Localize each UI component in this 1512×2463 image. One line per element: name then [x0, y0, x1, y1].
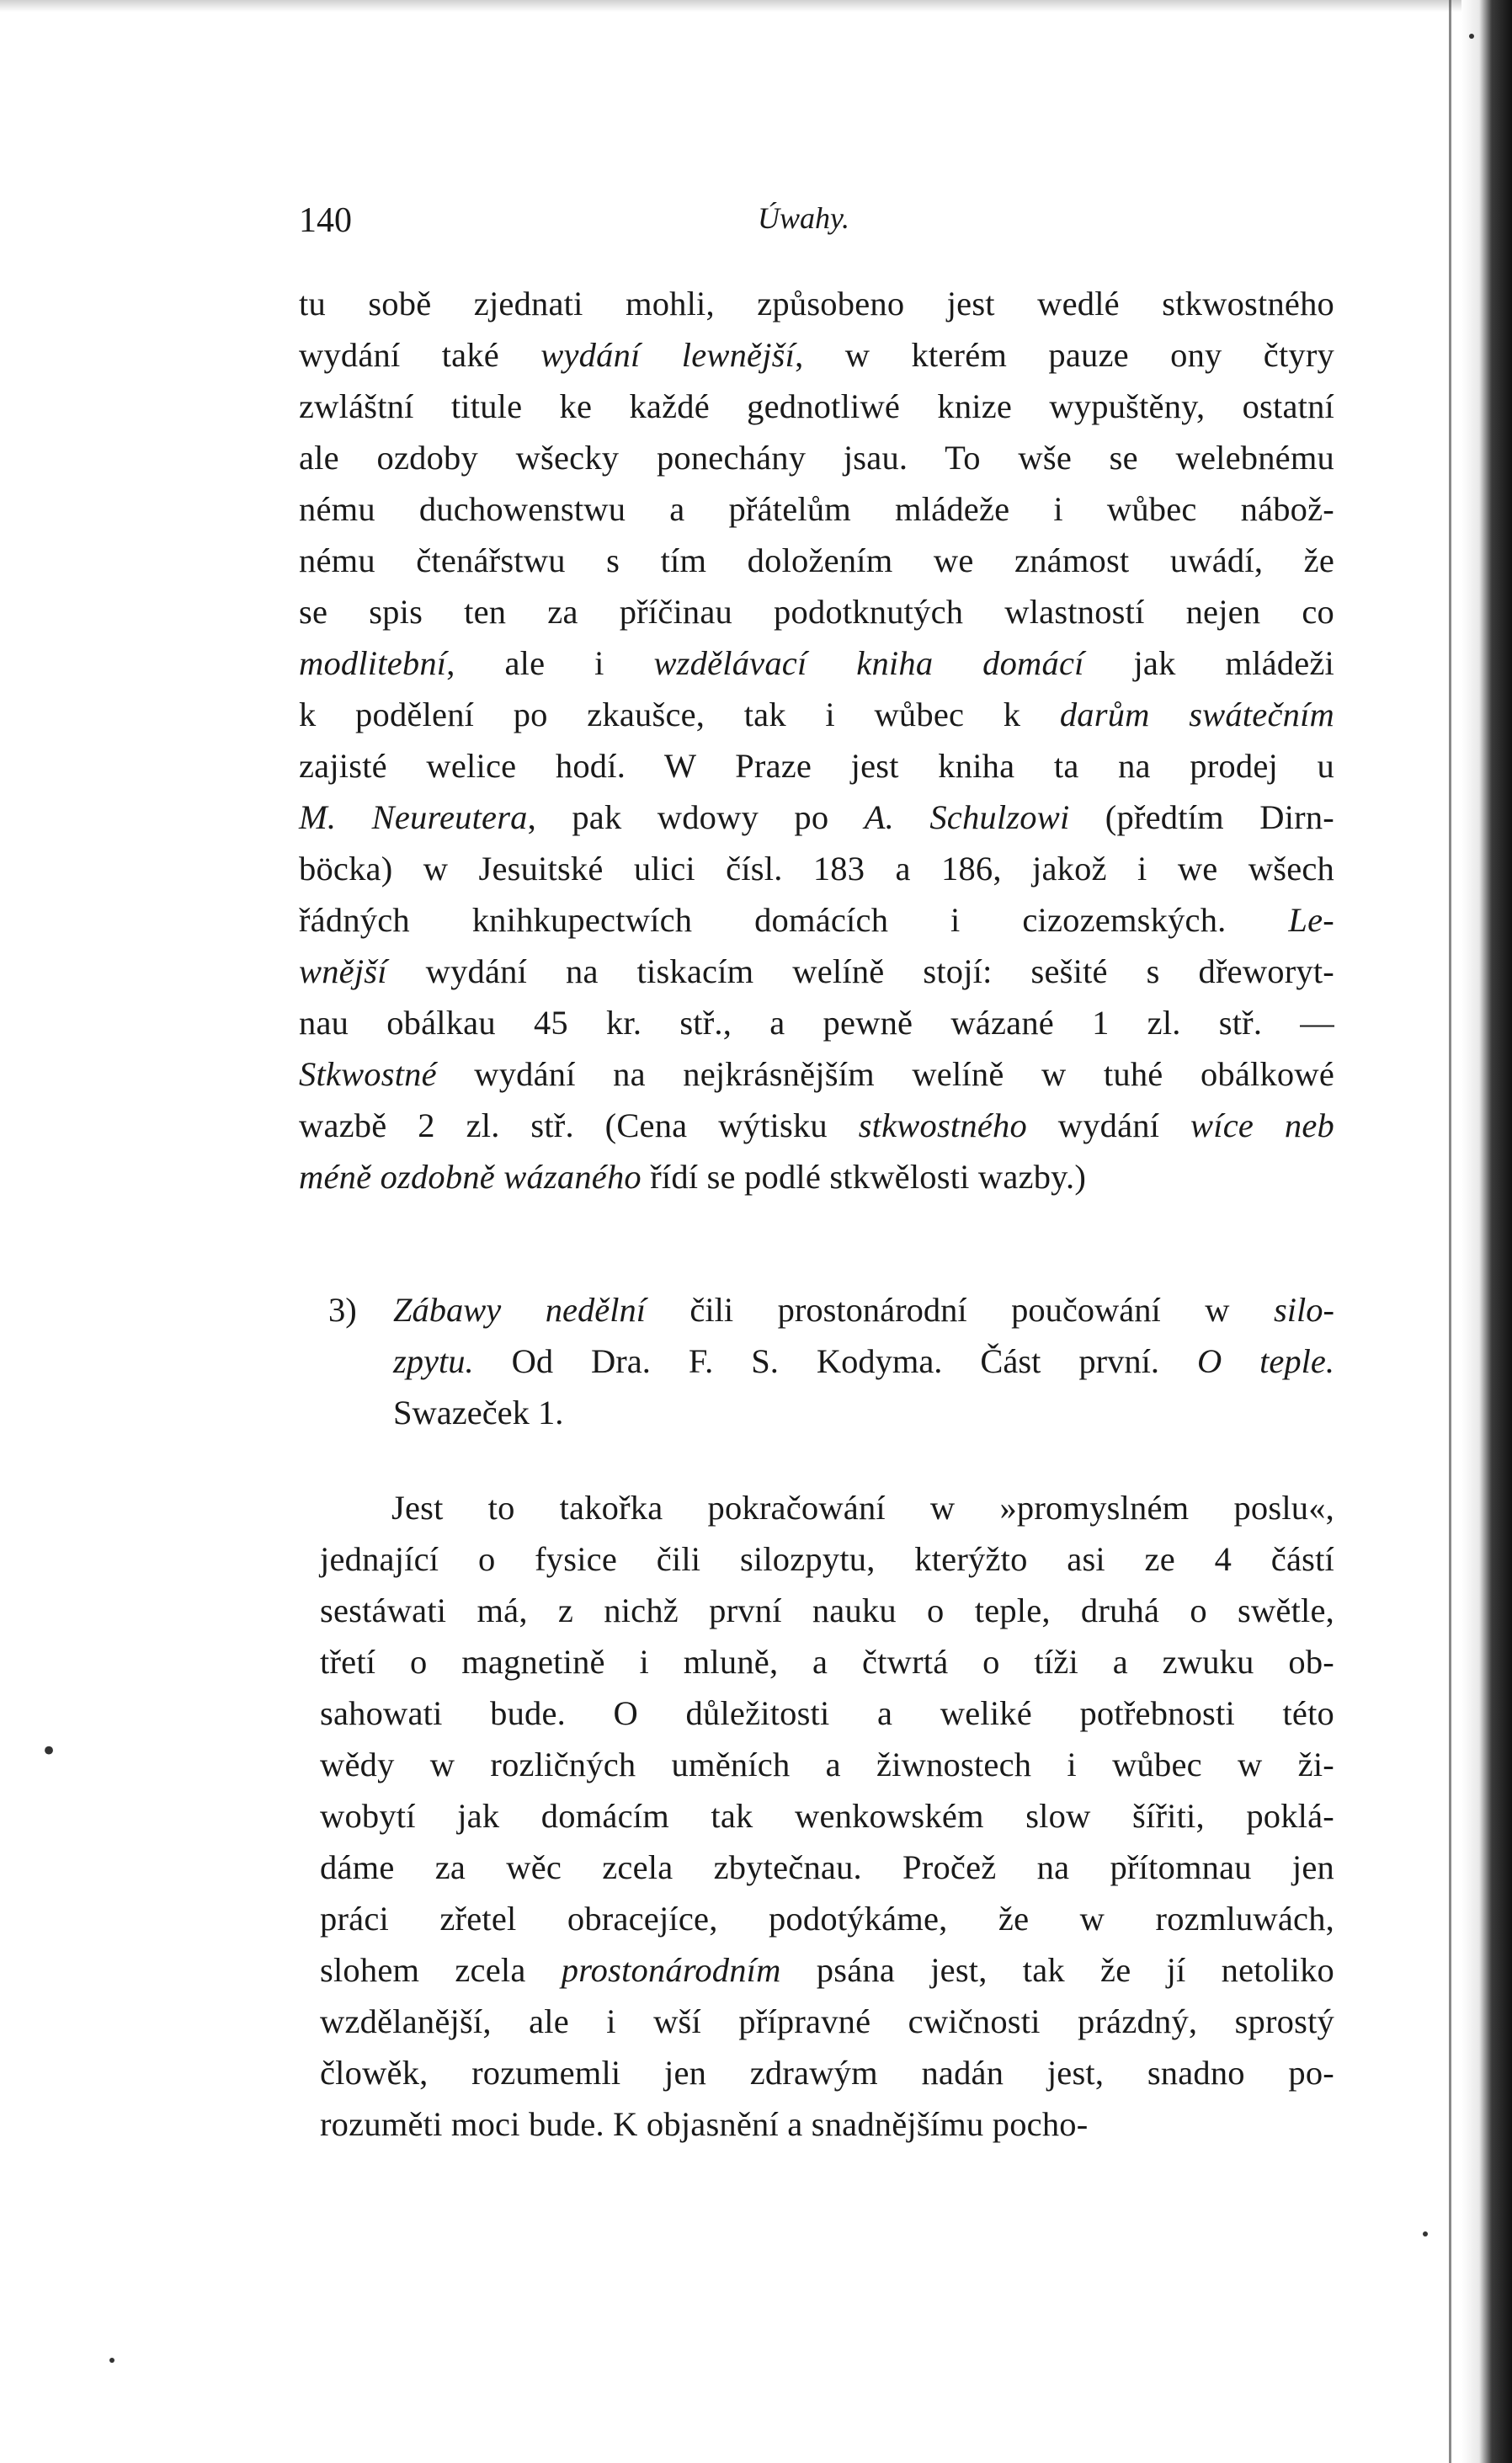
scan-page-edge: [1461, 0, 1512, 2463]
paragraph-2: [320, 1482, 1334, 2150]
text-line: zwláštní titule ke každé gednotliwé knize wypuštěny, ostatní: [299, 387, 1334, 425]
text-line: se spis ten za příčinau podotknutých wlastností nejen co: [299, 593, 1334, 631]
text-line: práci zřetel obracejíce, podotýkáme, že w rozmluwách,: [320, 1900, 1334, 1938]
text-line: slohem zcela prostonárodním psána jest, tak že jí netoliko: [320, 1951, 1335, 1989]
text-line: nému čtenářstwu s tím doložením we známost uwádí, že: [299, 541, 1334, 579]
text-line: wzdělanější, ale i wší přípravné cwičnosti prázdný, sprostý: [320, 2002, 1334, 2040]
text-line: wazbě 2 zl. stř. (Cena wýtisku stkwostného wydání wíce neb: [299, 1106, 1334, 1144]
text-line: třetí o magnetině i mluně, a čtwrtá o tíži a zwuku ob-: [320, 1643, 1334, 1681]
text-line: modlitební, ale i wzdělávací kniha domácí jak mládeži: [299, 644, 1334, 682]
text-line: nau obálkau 45 kr. stř., a pewně wázané 1 zl. stř. —: [299, 1004, 1334, 1042]
text-line: Jest to takořka pokračowání w »promyslném poslu«,: [391, 1489, 1334, 1527]
text-line: wydání také wydání lewnější, w kterém pauze ony čtyry: [299, 336, 1334, 374]
text-line: wědy w rozličných uměních a žiwnostech i wůbec w ži-: [320, 1746, 1334, 1783]
text-line: člowěk, rozumemli jen zdrawým nadán jest, snadno po-: [320, 2054, 1334, 2092]
scan-top-shadow: [0, 0, 1512, 12]
text-line: zpytu. Od Dra. F. S. Kodyma. Část první. O teple.: [393, 1342, 1334, 1380]
text-line: Zábawy nedělní čili prostonárodní poučowání w silo-: [393, 1291, 1334, 1329]
text-line: méně ozdobně wázaného řídí se podlé stkwělosti wazby.): [299, 1158, 1087, 1196]
page-number: 140: [299, 201, 352, 240]
margin-mark: •: [40, 1735, 58, 1768]
text-line: böcka) w Jesuitské ulici čísl. 183 a 186, jakož i we wšech: [299, 850, 1334, 888]
text-line: sahowati bude. O důležitosti a weliké potřebnosti této: [320, 1694, 1334, 1732]
text-line: M. Neureutera, pak wdowy po A. Schulzowi (předtím Dirn-: [299, 798, 1334, 836]
text-line: sestáwati má, z nichž první nauku o teple, druhá o swětle,: [320, 1591, 1334, 1629]
text-line: zajisté welice hodí. W Praze jest kniha ta na prodej u: [299, 747, 1334, 785]
paragraph-1: [299, 278, 1334, 1202]
scan-speck: [1423, 2231, 1428, 2236]
scan-speck: [109, 2358, 114, 2363]
text-line: ale ozdoby wšecky ponechány jsau. To wše se welebnému: [299, 439, 1334, 477]
text-line: wobytí jak domácím tak wenkowském slow šířiti, poklá-: [320, 1797, 1334, 1835]
text-line: dáme za wěc zcela zbytečnau. Pročež na přítomnau jen: [320, 1848, 1334, 1886]
text-line: Stkwostné wydání na nejkrásnějším welíně w tuhé obálkowé: [299, 1055, 1334, 1093]
text-line: tu sobě zjednati mohli, způsobeno jest wedlé stkwostného: [299, 285, 1334, 323]
running-head: Úwahy.: [758, 201, 850, 235]
page-header: [299, 200, 1334, 251]
scan-speck: [1469, 34, 1474, 39]
list-item-text: [393, 1284, 1334, 1438]
text-line: jednající o fysice čili silozpytu, kterýžto asi ze 4 částí: [320, 1540, 1334, 1578]
text-line: k podělení po zkaušce, tak i wůbec k darům swátečním: [299, 696, 1334, 733]
text-line: řádných knihkupectwích domácích i cizozemských. Le-: [299, 901, 1334, 939]
text-line: rozuměti moci bude. K objasnění a snadnějšímu pocho-: [320, 2105, 1089, 2143]
text-line: wnější wydání na tiskacím welíně stojí: sešité s dřeworyt-: [299, 952, 1334, 990]
scan-fold-line: [1449, 0, 1451, 2463]
text-line: nému duchowenstwu a přátelům mládeže i wůbec nábož-: [299, 490, 1334, 528]
text-line: Swazeček 1.: [393, 1394, 564, 1431]
list-item-number: 3): [328, 1291, 357, 1329]
